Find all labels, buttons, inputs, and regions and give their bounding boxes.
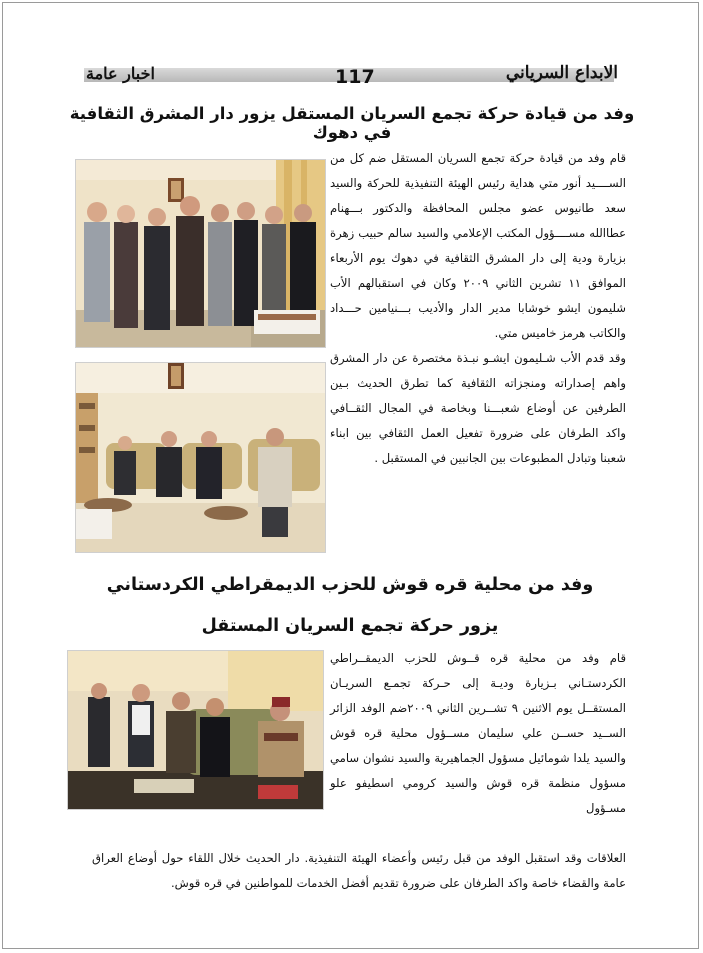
- article2-paragraph2: العلاقات وقد استقبل الوفد من قبل رئيس وأعضاء الهيئة التنفيذية. دار الحديث خلال اللقاء حول أوضاع العراق عامة والقضاء خاصة واكد الطرفان على ضرورة تقديم أفضل الخدمات للمواطنين في قره قوش.: [92, 851, 626, 890]
- article2-title-line1: وفد من محلية قره قوش للحزب الديمقراطي الكردستاني: [106, 575, 594, 595]
- article2-body-full: [92, 846, 626, 896]
- article1-paragraph1: قام وفد من قيادة حركة تجمع السريان المستقل ضم كل من الســــيد أنور متي هداية رئيس الهيئة التنفيذية للحركة والسيد سعد طانيوس عضو مجلس المحافظة والدكتور بـــهنام عطاالله مســــؤول المكتب الإعلامي والسيد سالم حبيب زهرة بزيارة ودية إلى دار المشرق الثقافية في دهوك يوم الأربعاء الموافق ١١ تشرين الثاني ٢٠٠٩ وكان في استقبالهم الأب شليمون ايشو خوشابا مدير الدار والأديب بـــنيامين حـــداد والكاتب هرمز خاميس متي.: [330, 151, 626, 340]
- delegation-photo: [68, 651, 323, 809]
- section-name: اخبار عامة: [86, 64, 155, 83]
- article2-body-column: [330, 646, 626, 821]
- article1-body: [330, 146, 626, 471]
- article2-paragraph1: قام وفد من محلية قره قــوش للحزب الديمقــراطي الكردستـاني بـزيارة وديـة إلى حـركة تجمـع السريـان المستقــل يوم الاثنين ٩ تشــرين الثاني ٢٠٠٩ضم الوفد الزائر الســيد حســن علي سليمان مســؤول محلية قره قوش والسيد يلدا شومائيل مسؤول الجماهيرية والسيد نشوان سامي مسؤول منظمة قره قوش والسيد كرومي اسطيفو علو مسـؤول: [330, 651, 626, 815]
- article2-title-line2: يزور حركة تجمع السريان المستقل: [201, 616, 499, 636]
- magazine-name: الابداع السرياني: [505, 63, 618, 83]
- meeting-photo-seated: [76, 363, 325, 552]
- article1-title: وفد من قيادة حركة تجمع السريان المستقل يزور دار المشرق الثقافية في دهوك: [69, 104, 635, 142]
- group-photo-standing: [76, 160, 325, 347]
- article1-paragraph2: وقد قدم الأب شـليمون ايشـو نبـذة مختصرة عن دار المشرق واهم إصداراته ومنجزاته الثقافية كما تطرق الحديث بـين الطرفين عن أوضاع شعبـــنا وبخاصة في المجال الثقــافي واكد الطرفان على ضرورة تفعيل العمل الثقافي بين ابناء شعبنا وتبادل المطبوعات بين الجانبين في المستقبل .: [330, 351, 626, 465]
- page-header: [0, 0, 703, 100]
- page-number: 117: [335, 66, 375, 88]
